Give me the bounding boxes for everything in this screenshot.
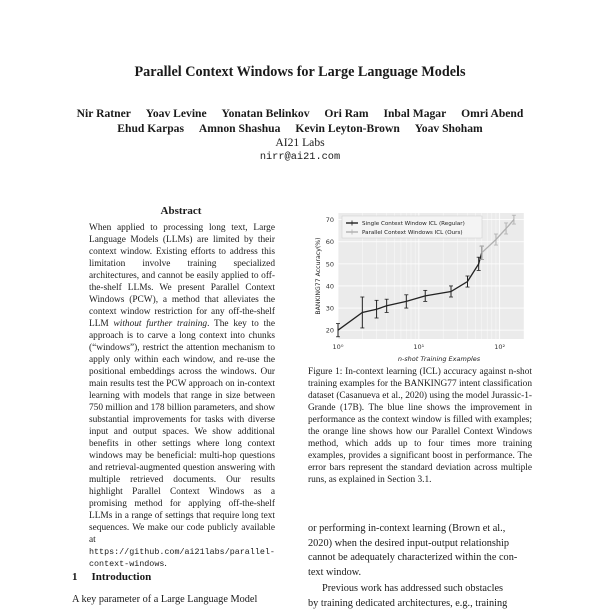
text-line: 2020) when the desired input-output relationship	[308, 537, 532, 552]
author-name: Yoav Levine	[146, 107, 207, 120]
abstract-emphasis: without further training	[113, 319, 207, 329]
y-tick-label: 60	[326, 238, 334, 246]
text-line: by training dedicated architectures, e.g., training	[308, 597, 532, 611]
text-line: cannot be adequately characterized within the con-	[308, 551, 532, 566]
author-name: Yoav Shoham	[415, 122, 483, 135]
y-tick-label: 40	[326, 282, 334, 290]
y-tick-label: 50	[326, 260, 334, 268]
caption-text: In-context learning (ICL) accuracy against n-shot training examples for the BANKING77 intent classification dataset (Casanueva et al., 2020) using the model Jurassic-1-Grande (17B). The blue line shows the improvement in performance as the context window is filled with examples; the orange line shows how our Parallel Context Windows method, which adds up to four times more training examples, provides a significant boost in performance. The error bars represent the standard deviation across multiple runs, as explained in Section 3.1.	[308, 367, 532, 485]
y-tick-label: 20	[326, 327, 334, 335]
section-heading-introduction	[72, 571, 151, 583]
section-title: Introduction	[92, 571, 152, 583]
author-name: Kevin Leyton-Brown	[295, 122, 399, 135]
code-link[interactable]: https://github.com/ai21labs/parallel-context-windows	[89, 547, 275, 569]
author-list-line-1	[0, 106, 600, 121]
x-tick-label: 10²	[494, 343, 505, 351]
legend-label: Single Context Window ICL (Regular)	[362, 221, 465, 227]
author-list-line-2	[0, 121, 600, 136]
abstract-text: When applied to processing long text, Large Language Models (LLMs) are limited by their context window. Existing efforts to address this limitation involve training specialized architectures, and cannot be easily applied to off-the-shelf LLMs. We present Parallel Context Windows (PCW), a method that alleviates the context window restriction for any off-the-shelf LLM	[89, 223, 275, 329]
text-line: or performing in-context learning (Brown et al.,	[308, 522, 532, 537]
abstract-body	[89, 222, 275, 570]
author-name: Yonatan Belinkov	[222, 107, 310, 120]
author-name: Inbal Magar	[383, 107, 446, 120]
figure-1-caption	[308, 366, 532, 486]
section-number: 1	[72, 571, 78, 583]
right-column-text	[308, 522, 532, 611]
y-axis-label: BANKING77 Accuracy(%)	[315, 237, 322, 314]
author-name: Ehud Karpas	[117, 122, 184, 135]
author-name: Ori Ram	[324, 107, 368, 120]
abstract-text-end: .	[164, 559, 166, 569]
x-tick-label: 10⁰	[333, 343, 344, 351]
author-name: Amnon Shashua	[199, 122, 281, 135]
intro-first-line: A key parameter of a Large Language Model	[72, 593, 290, 607]
figure-1	[308, 205, 532, 365]
text-line: text window.	[308, 566, 532, 581]
abstract-heading: Abstract	[72, 205, 290, 217]
author-name: Omri Abend	[461, 107, 523, 120]
y-tick-label: 30	[326, 305, 334, 313]
y-tick-label: 70	[326, 216, 334, 224]
affiliation: AI21 Labs	[0, 136, 600, 149]
abstract-text: . The key to the approach is to carve a long context into chunks (“windows”), restrict the attention mechanism to apply only within each window, and re-use the positional embeddings across the windows. Our main results test the PCW approach on in-context learning with models that range in size between 750 million and 178 billion parameters, and show substantial improvements for tasks with diverse input and output spaces. We show additional benefits in other settings where long context windows may be beneficial: multi-hop questions and retrieval-augmented question answering with multiple retrieved documents. Our results highlight Parallel Context Windows as a promising method for applying off-the-shelf LLMs in a range of settings that require long text sequences. We make our code publicly available at	[89, 319, 275, 545]
author-name: Nir Ratner	[77, 107, 131, 120]
legend-label: Parallel Context Windows ICL (Ours)	[362, 230, 463, 236]
text-line: Previous work has addressed such obstacles	[308, 582, 532, 597]
x-tick-label: 10¹	[413, 343, 424, 351]
accuracy-chart	[308, 205, 532, 365]
caption-label: Figure 1:	[308, 367, 342, 377]
author-email[interactable]: nirr@ai21.com	[0, 151, 600, 163]
paper-title: Parallel Context Windows for Large Language Models	[0, 64, 600, 81]
x-axis-label: n-shot Training Examples	[398, 355, 481, 363]
